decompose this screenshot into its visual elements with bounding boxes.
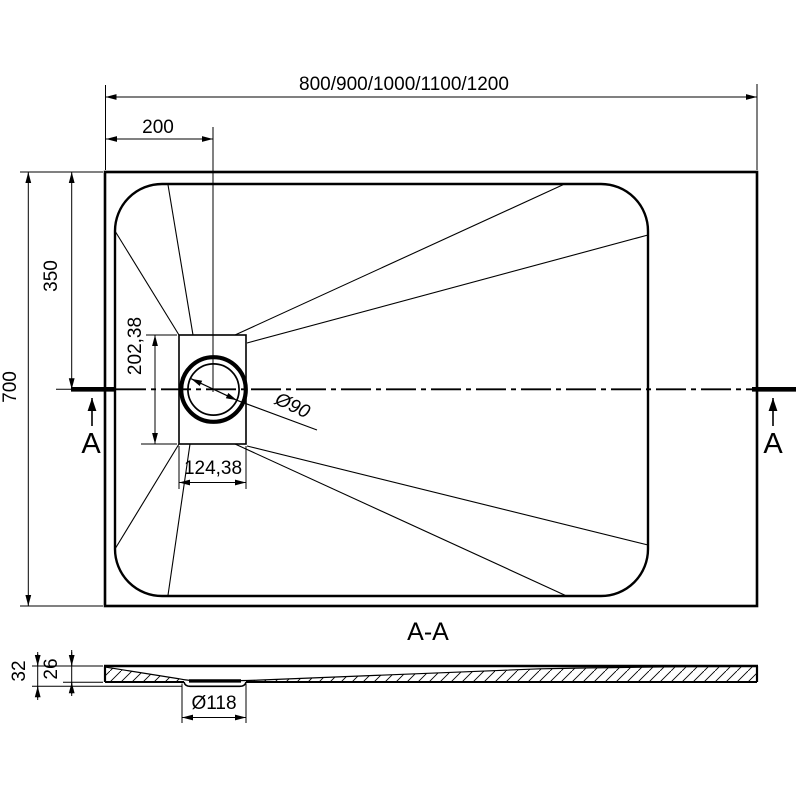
section-title: A-A xyxy=(407,618,449,646)
section-body xyxy=(104,666,758,686)
section-view xyxy=(9,618,758,723)
hatch-right-wedge xyxy=(245,666,757,682)
dim-text-drain-recess-height: 202,38 xyxy=(125,316,146,376)
dim-text-depth: 700 xyxy=(0,371,21,403)
fold-line-top-right-a xyxy=(235,185,563,335)
dim-text-drain-diameter: Ø90 xyxy=(271,388,314,424)
dim-text-drain-hole: Ø118 xyxy=(191,693,237,714)
dim-text-total-thickness: 32 xyxy=(9,660,30,682)
dim-text-width-options: 800/900/1000/1100/1200 xyxy=(299,74,509,95)
dim-drain-hole xyxy=(182,684,246,724)
top-view xyxy=(0,74,796,606)
fold-line-bottom-right-b xyxy=(247,446,648,545)
fold-line-bottom-right-a xyxy=(235,444,565,595)
section-label-right: A xyxy=(763,428,783,460)
dim-drain-offset-x xyxy=(106,117,213,139)
dim-width-options xyxy=(106,74,758,170)
dim-text-edge-thickness: 26 xyxy=(41,658,62,680)
dim-text-drain-recess-width: 124,38 xyxy=(183,458,243,479)
drain xyxy=(179,127,246,444)
dim-text-drain-offset-x: 200 xyxy=(142,117,174,138)
dim-drain-recess-height xyxy=(125,317,177,444)
dim-text-centerline-offset: 350 xyxy=(41,260,62,292)
fold-line-bottom-left-b xyxy=(115,444,179,549)
drain-recess-profile xyxy=(184,682,246,686)
fold-line-top-right-b xyxy=(247,235,648,343)
dim-centerline-offset xyxy=(41,172,103,389)
dim-edge-thickness xyxy=(41,650,103,696)
section-label-left: A xyxy=(81,428,101,460)
fold-line-top-left-a xyxy=(168,185,193,335)
